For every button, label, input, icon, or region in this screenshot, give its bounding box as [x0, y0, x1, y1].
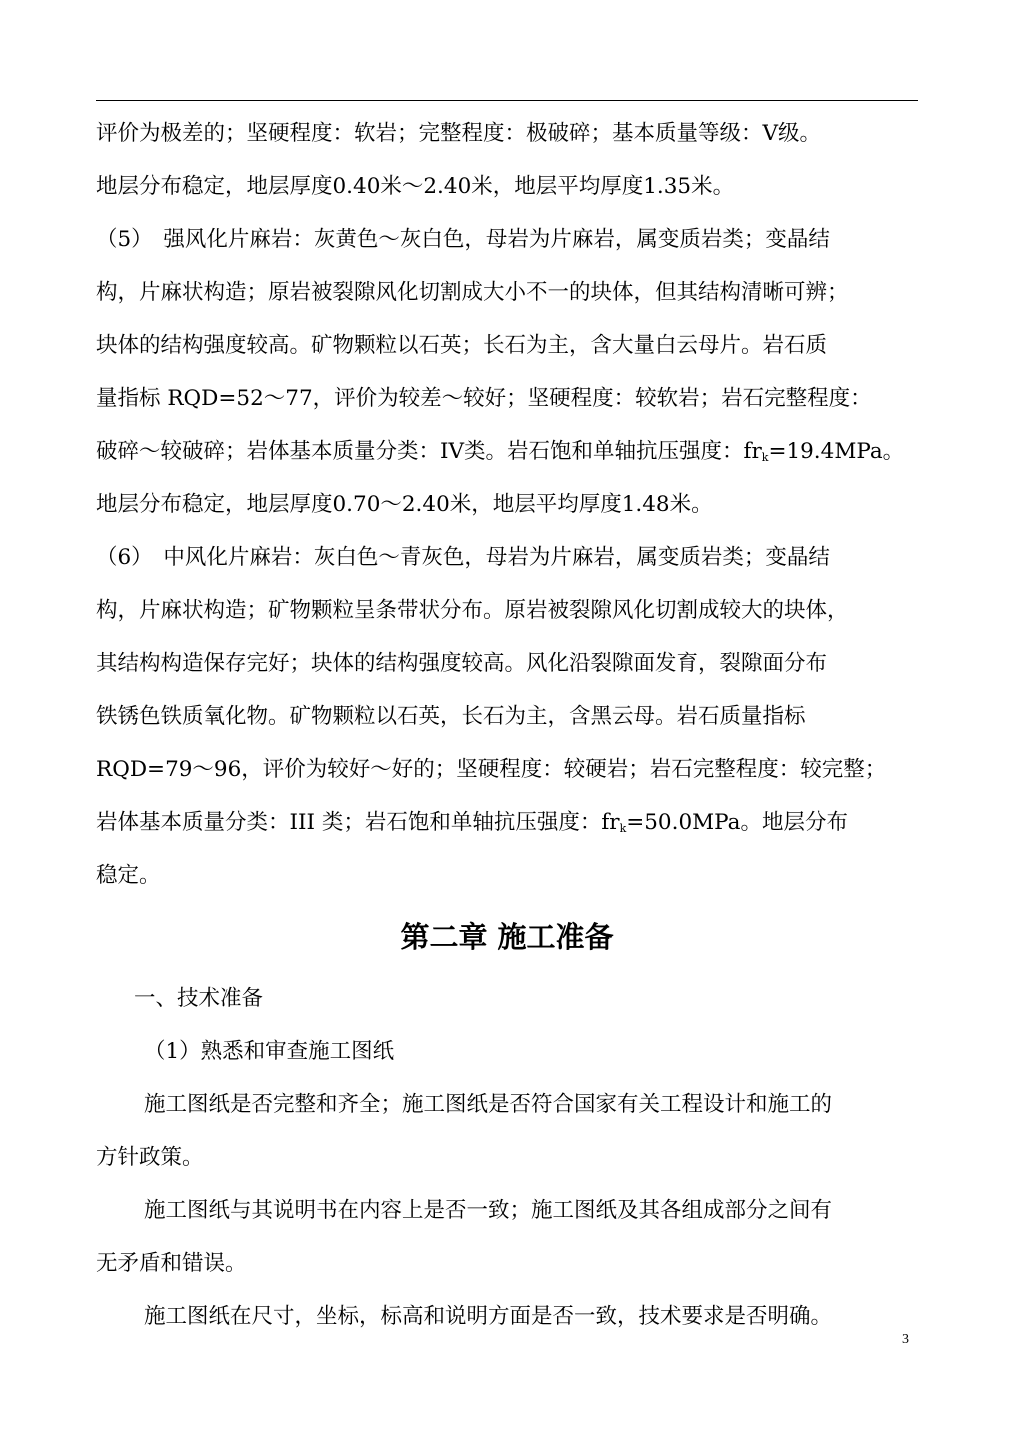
text-line: 块体的结构强度较高。矿物颗粒以石英；长石为主，含大量白云母片。岩石质 [96, 333, 828, 358]
text-line: RQD=79～96，评价为较好～好的；坚硬程度：较硬岩；岩石完整程度：较完整； [96, 757, 887, 782]
text-line: 地层分布稳定，地层厚度0.40米～2.40米，地层平均厚度1.35米。 [96, 174, 735, 199]
subsection-heading: （1）熟悉和审查施工图纸 [144, 1039, 395, 1064]
section-heading: 一、技术准备 [134, 986, 264, 1011]
chapter-title: 第二章 施工准备 [400, 920, 614, 954]
text-line: 地层分布稳定，地层厚度0.70～2.40米，地层平均厚度1.48米。 [96, 492, 713, 517]
text-line: 构，片麻状构造；矿物颗粒呈条带状分布。原岩被裂隙风化切割成较大的块体， [96, 598, 849, 623]
paragraph-line: 方针政策。 [96, 1145, 204, 1170]
paragraph-line: 施工图纸在尺寸，坐标，标高和说明方面是否一致，技术要求是否明确。 [144, 1304, 833, 1329]
text-line-frk [96, 796, 918, 849]
text-line: 构，片麻状构造；原岩被裂隙风化切割成大小不一的块体，但其结构清晰可辨； [96, 280, 849, 305]
text-segment: =19.4MPa。 [768, 439, 905, 464]
subscript-k: k [619, 822, 627, 835]
text-line: （5） 强风化片麻岩：灰黄色～灰白色，母岩为片麻岩，属变质岩类；变晶结 [96, 227, 830, 252]
header-rule [96, 100, 918, 101]
text-line: 其结构构造保存完好；块体的结构强度较高。风化沿裂隙面发育，裂隙面分布 [96, 651, 828, 676]
page-number: 3 [902, 1332, 909, 1347]
paragraph-line: 无矛盾和错误。 [96, 1251, 247, 1276]
text-line-frk [96, 425, 918, 478]
text-line: （6） 中风化片麻岩：灰白色～青灰色，母岩为片麻岩，属变质岩类；变晶结 [96, 545, 830, 570]
text-line: 铁锈色铁质氧化物。矿物颗粒以石英，长石为主，含黑云母。岩石质量指标 [96, 704, 806, 729]
text-line: 量指标 RQD=52～77，评价为较差～较好；坚硬程度：较软岩；岩石完整程度： [96, 386, 872, 411]
subscript-k: k [761, 451, 769, 464]
paragraph-line: 施工图纸与其说明书在内容上是否一致；施工图纸及其各组成部分之间有 [144, 1198, 833, 1223]
text-segment: =50.0MPa。地层分布 [626, 810, 848, 835]
text-segment: 岩体基本质量分类：III 类；岩石饱和单轴抗压强度：fr [96, 810, 620, 835]
text-segment: 破碎～较破碎；岩体基本质量分类：IV类。岩石饱和单轴抗压强度：fr [96, 439, 762, 464]
text-line: 稳定。 [96, 863, 161, 888]
text-line: 评价为极差的；坚硬程度：软岩；完整程度：极破碎；基本质量等级：Ⅴ级。 [96, 121, 822, 146]
paragraph-line: 施工图纸是否完整和齐全；施工图纸是否符合国家有关工程设计和施工的 [144, 1092, 833, 1117]
body-text [96, 107, 918, 1343]
